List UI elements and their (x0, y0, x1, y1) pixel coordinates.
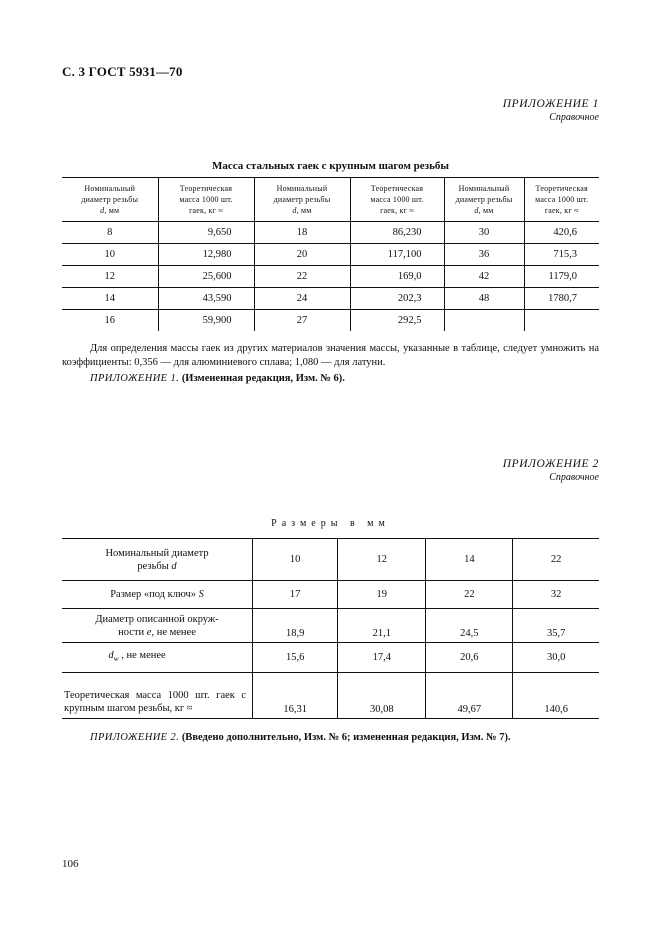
diameter-cell: 18 (254, 222, 350, 244)
value-cell: 10 (253, 539, 338, 581)
diameter-cell: 22 (254, 266, 350, 288)
appendix2-title: ПРИЛОЖЕНИЕ 2 (502, 458, 599, 470)
mass-table (62, 177, 599, 331)
table-row (62, 539, 599, 581)
mass-table-caption: Масса стальных гаек с крупным шагом резьбы (212, 160, 449, 172)
table-row (62, 310, 599, 332)
diameter-cell: 8 (62, 222, 158, 244)
value-cell: 49,67 (426, 673, 513, 719)
appendix2-heading (503, 458, 599, 484)
diameter-cell: 14 (62, 288, 158, 310)
page-number: 106 (62, 858, 79, 870)
value-cell: 14 (426, 539, 513, 581)
appendix1-heading (503, 98, 599, 124)
row-label: Размер «под ключ» S (62, 581, 253, 609)
column-header: Теоретическая масса 1000 шт. гаек, кг ≈ (524, 178, 599, 222)
value-cell: 35,7 (513, 609, 599, 643)
value-cell: 16,31 (253, 673, 338, 719)
mass-cell: 1179,0 (524, 266, 599, 288)
table-row (62, 581, 599, 609)
change-label: ПРИЛОЖЕНИЕ 2. (90, 732, 180, 743)
mass-cell: 169,0 (350, 266, 444, 288)
mass-cell: 12,980 (158, 244, 254, 266)
value-cell: 17,4 (338, 643, 426, 673)
column-header: Номинальный диаметр резьбы d, мм (62, 178, 158, 222)
mass-cell: 43,590 (158, 288, 254, 310)
table-row (62, 609, 599, 643)
diameter-cell: 10 (62, 244, 158, 266)
value-cell: 140,6 (513, 673, 599, 719)
row-label: Диаметр описанной окруж- ности e, не менее (62, 609, 253, 643)
diameter-cell: 30 (444, 222, 524, 244)
table-row (62, 222, 599, 244)
table-row (62, 673, 599, 719)
dimensions-table (62, 538, 599, 719)
mass-cell: 715,3 (524, 244, 599, 266)
table-row (62, 244, 599, 266)
table-row (62, 643, 599, 673)
value-cell: 22 (426, 581, 513, 609)
dimensions-table-caption: Размеры в мм (271, 518, 390, 529)
value-cell: 12 (338, 539, 426, 581)
mass-cell: 1780,7 (524, 288, 599, 310)
mass-table-header (62, 178, 599, 222)
value-cell: 18,9 (253, 609, 338, 643)
appendix1-change-note (90, 373, 345, 384)
mass-cell: 86,230 (350, 222, 444, 244)
change-label: ПРИЛОЖЕНИЕ 1. (90, 373, 180, 384)
diameter-cell: 16 (104, 315, 115, 326)
column-header: Теоретическая масса 1000 шт. гаек, кг ≈ (158, 178, 254, 222)
value-cell: 21,1 (338, 609, 426, 643)
material-note: Для определения массы гаек из других материалов значения массы, указанные в таблице, следует умножить на коэффициенты: 0,356 — для алюминиевого сплава; 1,080 — для латуни. (62, 343, 599, 368)
diameter-cell: 24 (254, 288, 350, 310)
diameter-cell: 48 (444, 288, 524, 310)
diameter-cell: 12 (62, 266, 158, 288)
diameter-cell: 27 (254, 310, 350, 332)
value-cell: 17 (253, 581, 338, 609)
mass-cell: 25,600 (158, 266, 254, 288)
mass-cell: 420,6 (524, 222, 599, 244)
diameter-cell: 42 (444, 266, 524, 288)
column-header: Номинальный диаметр резьбы d, мм (254, 178, 350, 222)
value-cell: 32 (513, 581, 599, 609)
column-header: Теоретическая масса 1000 шт. гаек, кг ≈ (350, 178, 444, 222)
row-label: $d_w$ , не менее (62, 643, 253, 673)
diameter-cell: 20 (254, 244, 350, 266)
mass-cell: 59,900 (158, 310, 254, 332)
mass-cell: 9,650 (158, 222, 254, 244)
value-cell: 30,0 (513, 643, 599, 673)
value-cell: 30,08 (338, 673, 426, 719)
appendix2-change-note (90, 732, 511, 743)
value-cell: 15,6 (253, 643, 338, 673)
change-text: (Введено дополнительно, Изм. № 6; измененная редакция, Изм. № 7). (181, 732, 511, 743)
table-row (62, 266, 599, 288)
page-header: С. 3 ГОСТ 5931—70 (62, 64, 183, 79)
value-cell: 19 (338, 581, 426, 609)
mass-cell: 202,3 (350, 288, 444, 310)
value-cell: 24,5 (426, 609, 513, 643)
diameter-cell: 36 (444, 244, 524, 266)
mass-cell (524, 310, 599, 332)
appendix1-subtitle: Справочное (549, 112, 599, 123)
row-label: Теоретическая масса 1000 шт. гаек с крупным шагом резьбы, кг ≈ (62, 673, 253, 719)
value-cell: 20,6 (426, 643, 513, 673)
row-label: Номинальный диаметр резьбы d (62, 539, 253, 581)
appendix1-title: ПРИЛОЖЕНИЕ 1 (502, 98, 599, 110)
mass-cell: 292,5 (350, 310, 444, 332)
table-row (62, 288, 599, 310)
diameter-cell (444, 310, 524, 332)
change-text: (Измененная редакция, Изм. № 6). (181, 373, 345, 384)
column-header: Номинальный диаметр резьбы d, мм (444, 178, 524, 222)
mass-cell: 117,100 (350, 244, 444, 266)
value-cell: 22 (513, 539, 599, 581)
appendix2-subtitle: Справочное (549, 472, 599, 483)
